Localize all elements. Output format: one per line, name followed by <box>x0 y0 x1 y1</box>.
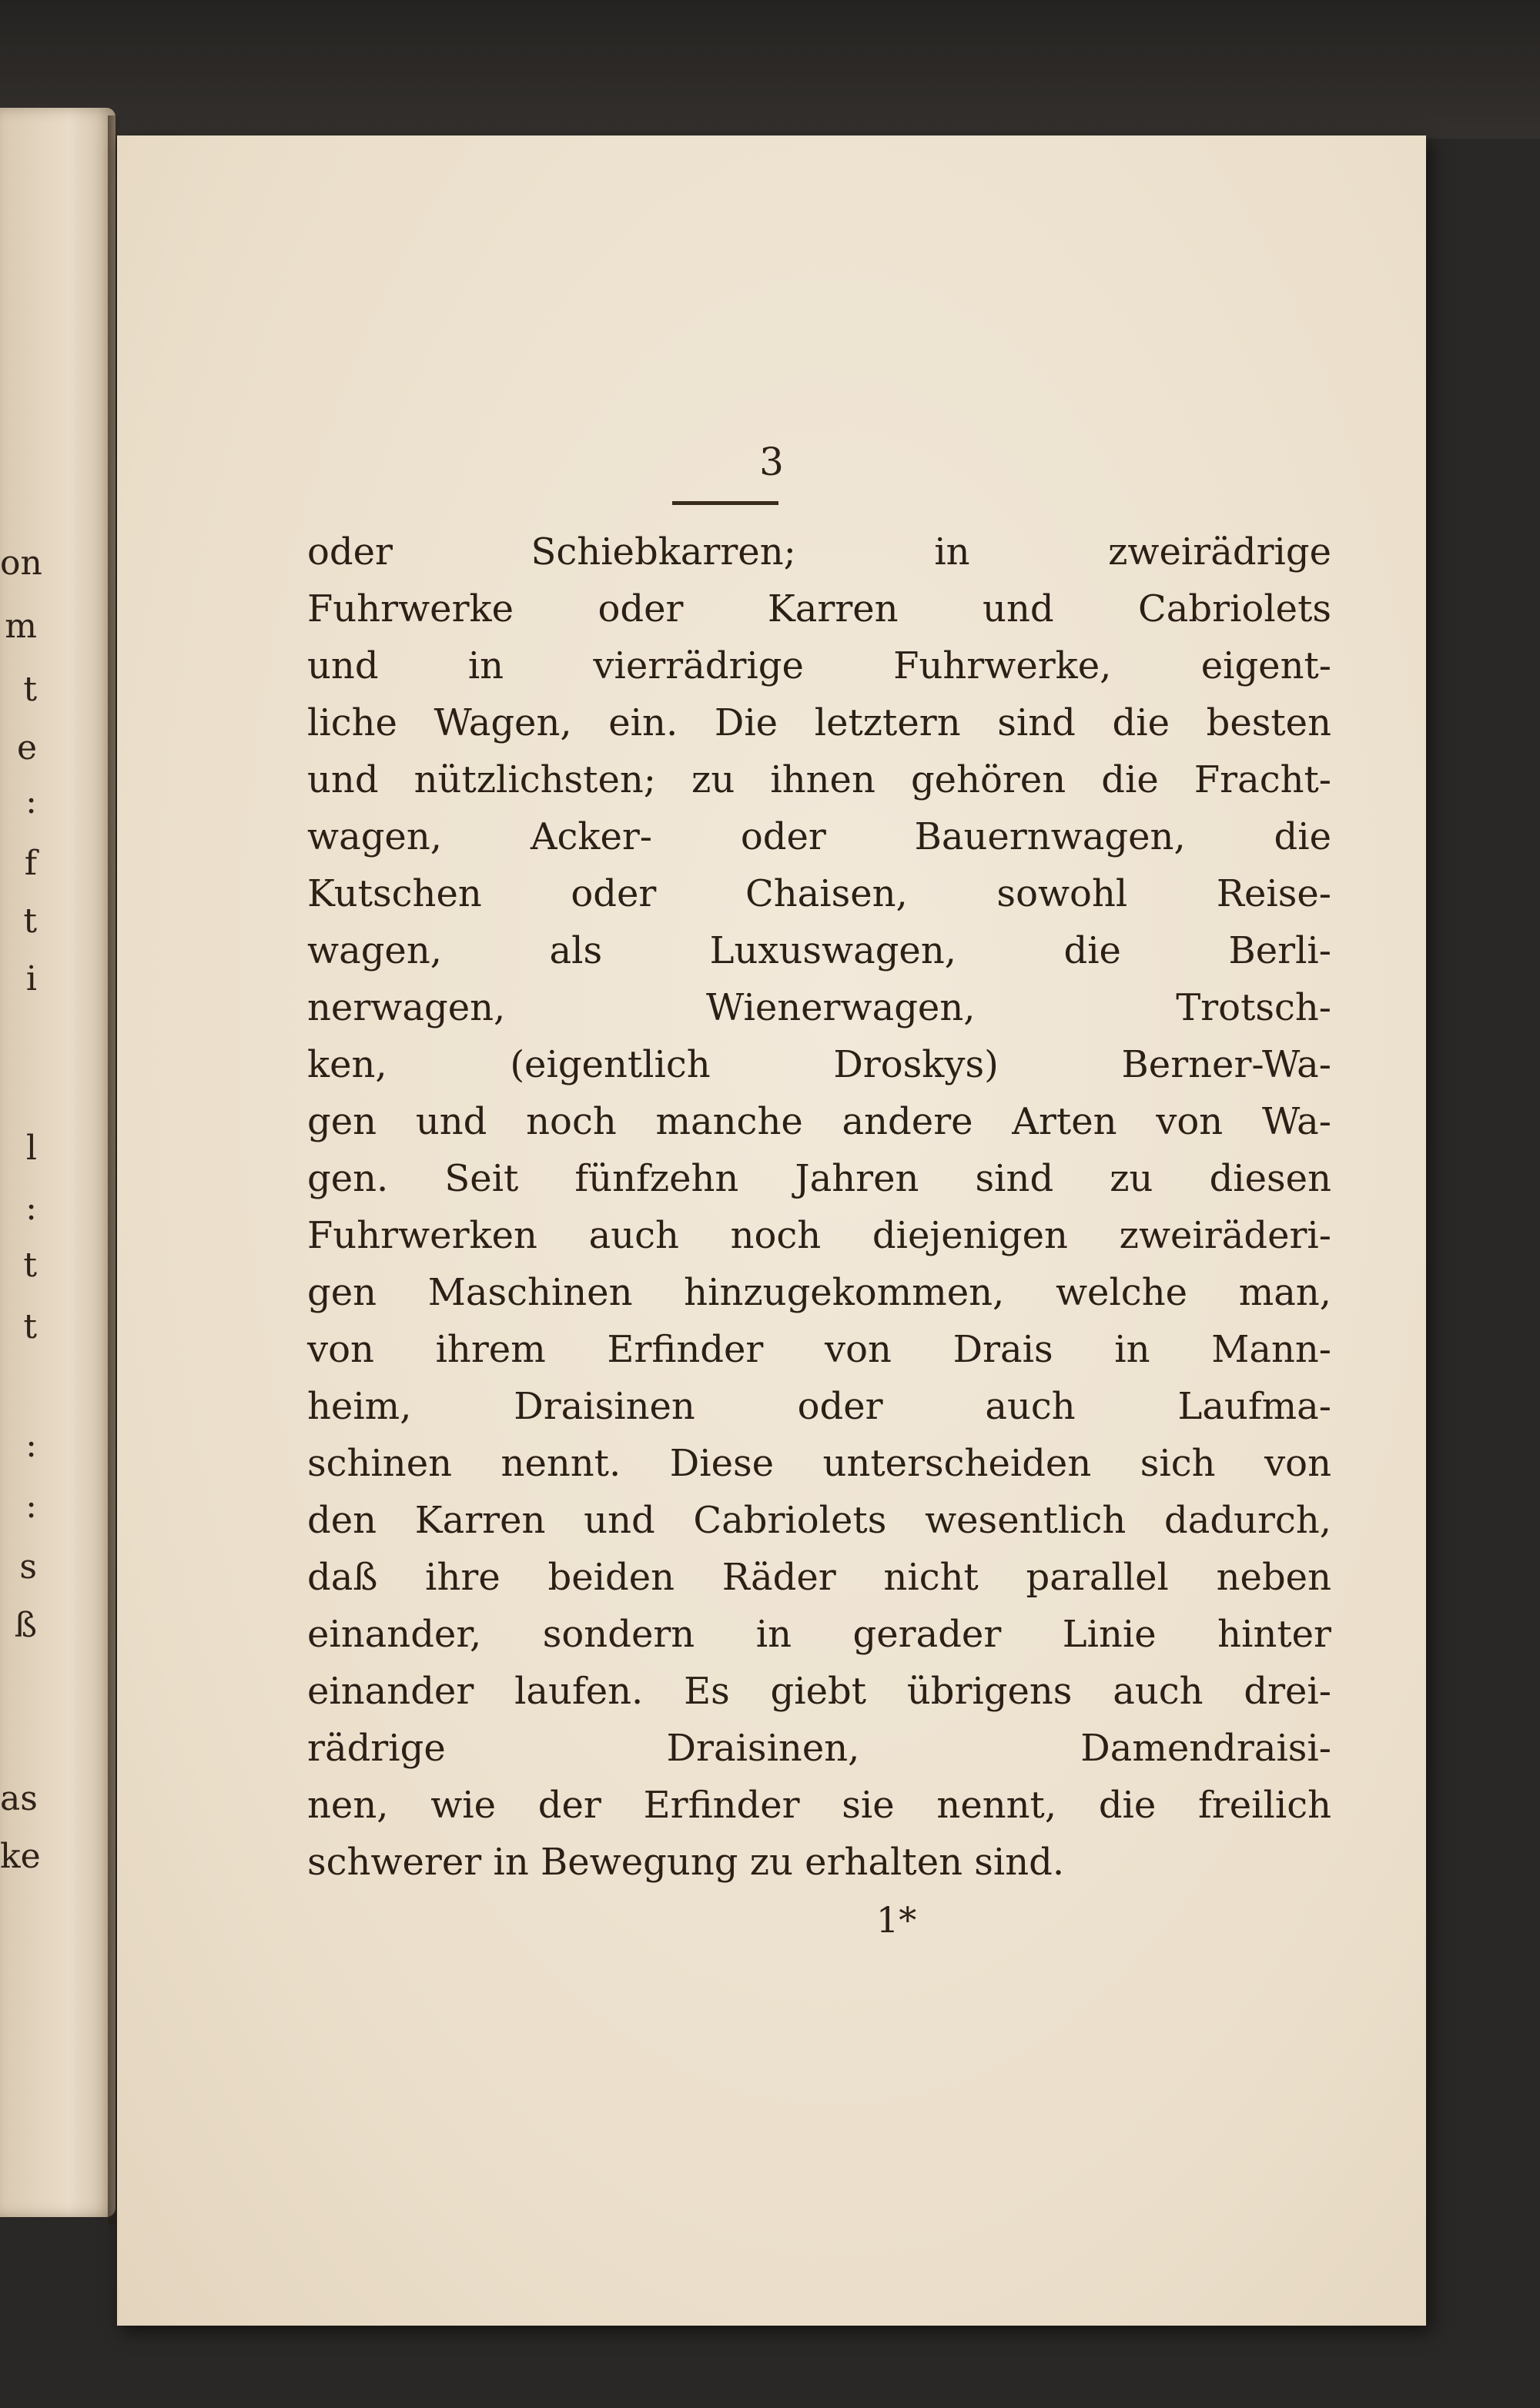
facing-page-text-fragment: t <box>23 1246 37 1285</box>
text-line: daß ihre beiden Räder nicht parallel neben <box>307 1556 1331 1599</box>
text-line: rädrige Draisinen, Damendraisi- <box>307 1727 1331 1770</box>
text-line: einander laufen. Es giebt übrigens auch drei- <box>307 1670 1331 1713</box>
text-line: von ihrem Erfinder von Drais in Mann- <box>307 1328 1331 1371</box>
facing-page-text-fragment: m <box>5 607 37 646</box>
text-line: schinen nennt. Diese unterscheiden sich von <box>307 1442 1331 1485</box>
text-line: Kutschen oder Chaisen, sowohl Reise- <box>307 872 1331 915</box>
facing-page-text-fragment: t <box>23 1307 37 1346</box>
text-line: nerwagen, Wienerwagen, Trotsch- <box>307 986 1331 1029</box>
facing-page-text-fragment: ke <box>0 1837 41 1876</box>
facing-page-text-fragment: : <box>25 1189 37 1228</box>
book-page <box>117 135 1426 2326</box>
text-line: einander, sondern in gerader Linie hinter <box>307 1613 1331 1656</box>
text-line: schwerer in Bewegung zu erhalten sind. <box>307 1841 1065 1884</box>
facing-page-text-fragment: : <box>25 1426 37 1465</box>
facing-page-text-fragment: e <box>16 728 37 768</box>
text-line: Fuhrwerke oder Karren und Cabriolets <box>307 587 1331 630</box>
signature-mark: 1* <box>876 1899 917 1941</box>
facing-page-text-fragment: s <box>19 1547 37 1587</box>
text-line: oder Schiebkarren; in zweirädrige <box>307 530 1331 574</box>
facing-page-text-fragment: f <box>24 844 37 883</box>
text-line: und nützlichsten; zu ihnen gehören die Fracht- <box>307 758 1331 801</box>
facing-page-text-fragment: l <box>25 1129 37 1168</box>
text-line: und in vierrädrige Fuhrwerke, eigent- <box>307 644 1331 687</box>
text-line: heim, Draisinen oder auch Laufma- <box>307 1385 1331 1428</box>
header-rule <box>672 501 778 505</box>
facing-page-text-fragment: : <box>25 782 37 821</box>
text-line: Fuhrwerken auch noch diejenigen zweiräderi- <box>307 1214 1331 1257</box>
text-line: liche Wagen, ein. Die letztern sind die besten <box>307 701 1331 744</box>
text-line: gen Maschinen hinzugekommen, welche man, <box>307 1271 1331 1314</box>
facing-page-text-fragment: on <box>0 543 42 583</box>
backdrop <box>0 0 1540 139</box>
text-line: ken, (eigentlich Droskys) Berner-Wa- <box>307 1043 1331 1086</box>
facing-page-text-fragment: t <box>23 901 37 941</box>
text-line: wagen, als Luxuswagen, die Berli- <box>307 929 1331 972</box>
text-line: gen und noch manche andere Arten von Wa- <box>307 1100 1331 1143</box>
text-line: wagen, Acker- oder Bauernwagen, die <box>307 815 1331 858</box>
text-line: gen. Seit fünfzehn Jahren sind zu diesen <box>307 1157 1331 1200</box>
facing-page-text-fragment: as <box>0 1779 38 1818</box>
facing-page-text-fragment: ß <box>14 1606 37 1645</box>
text-line: den Karren und Cabriolets wesentlich dadurch, <box>307 1499 1331 1542</box>
facing-page-text-fragment: i <box>25 959 37 998</box>
page-number: 3 <box>759 440 784 484</box>
facing-page-text-fragment: t <box>23 670 37 709</box>
text-line: nen, wie der Erfinder sie nennt, die freilich <box>307 1784 1331 1827</box>
facing-page-edge <box>0 108 116 2217</box>
facing-page-text-fragment: : <box>25 1487 37 1526</box>
body-text <box>307 523 1331 1891</box>
